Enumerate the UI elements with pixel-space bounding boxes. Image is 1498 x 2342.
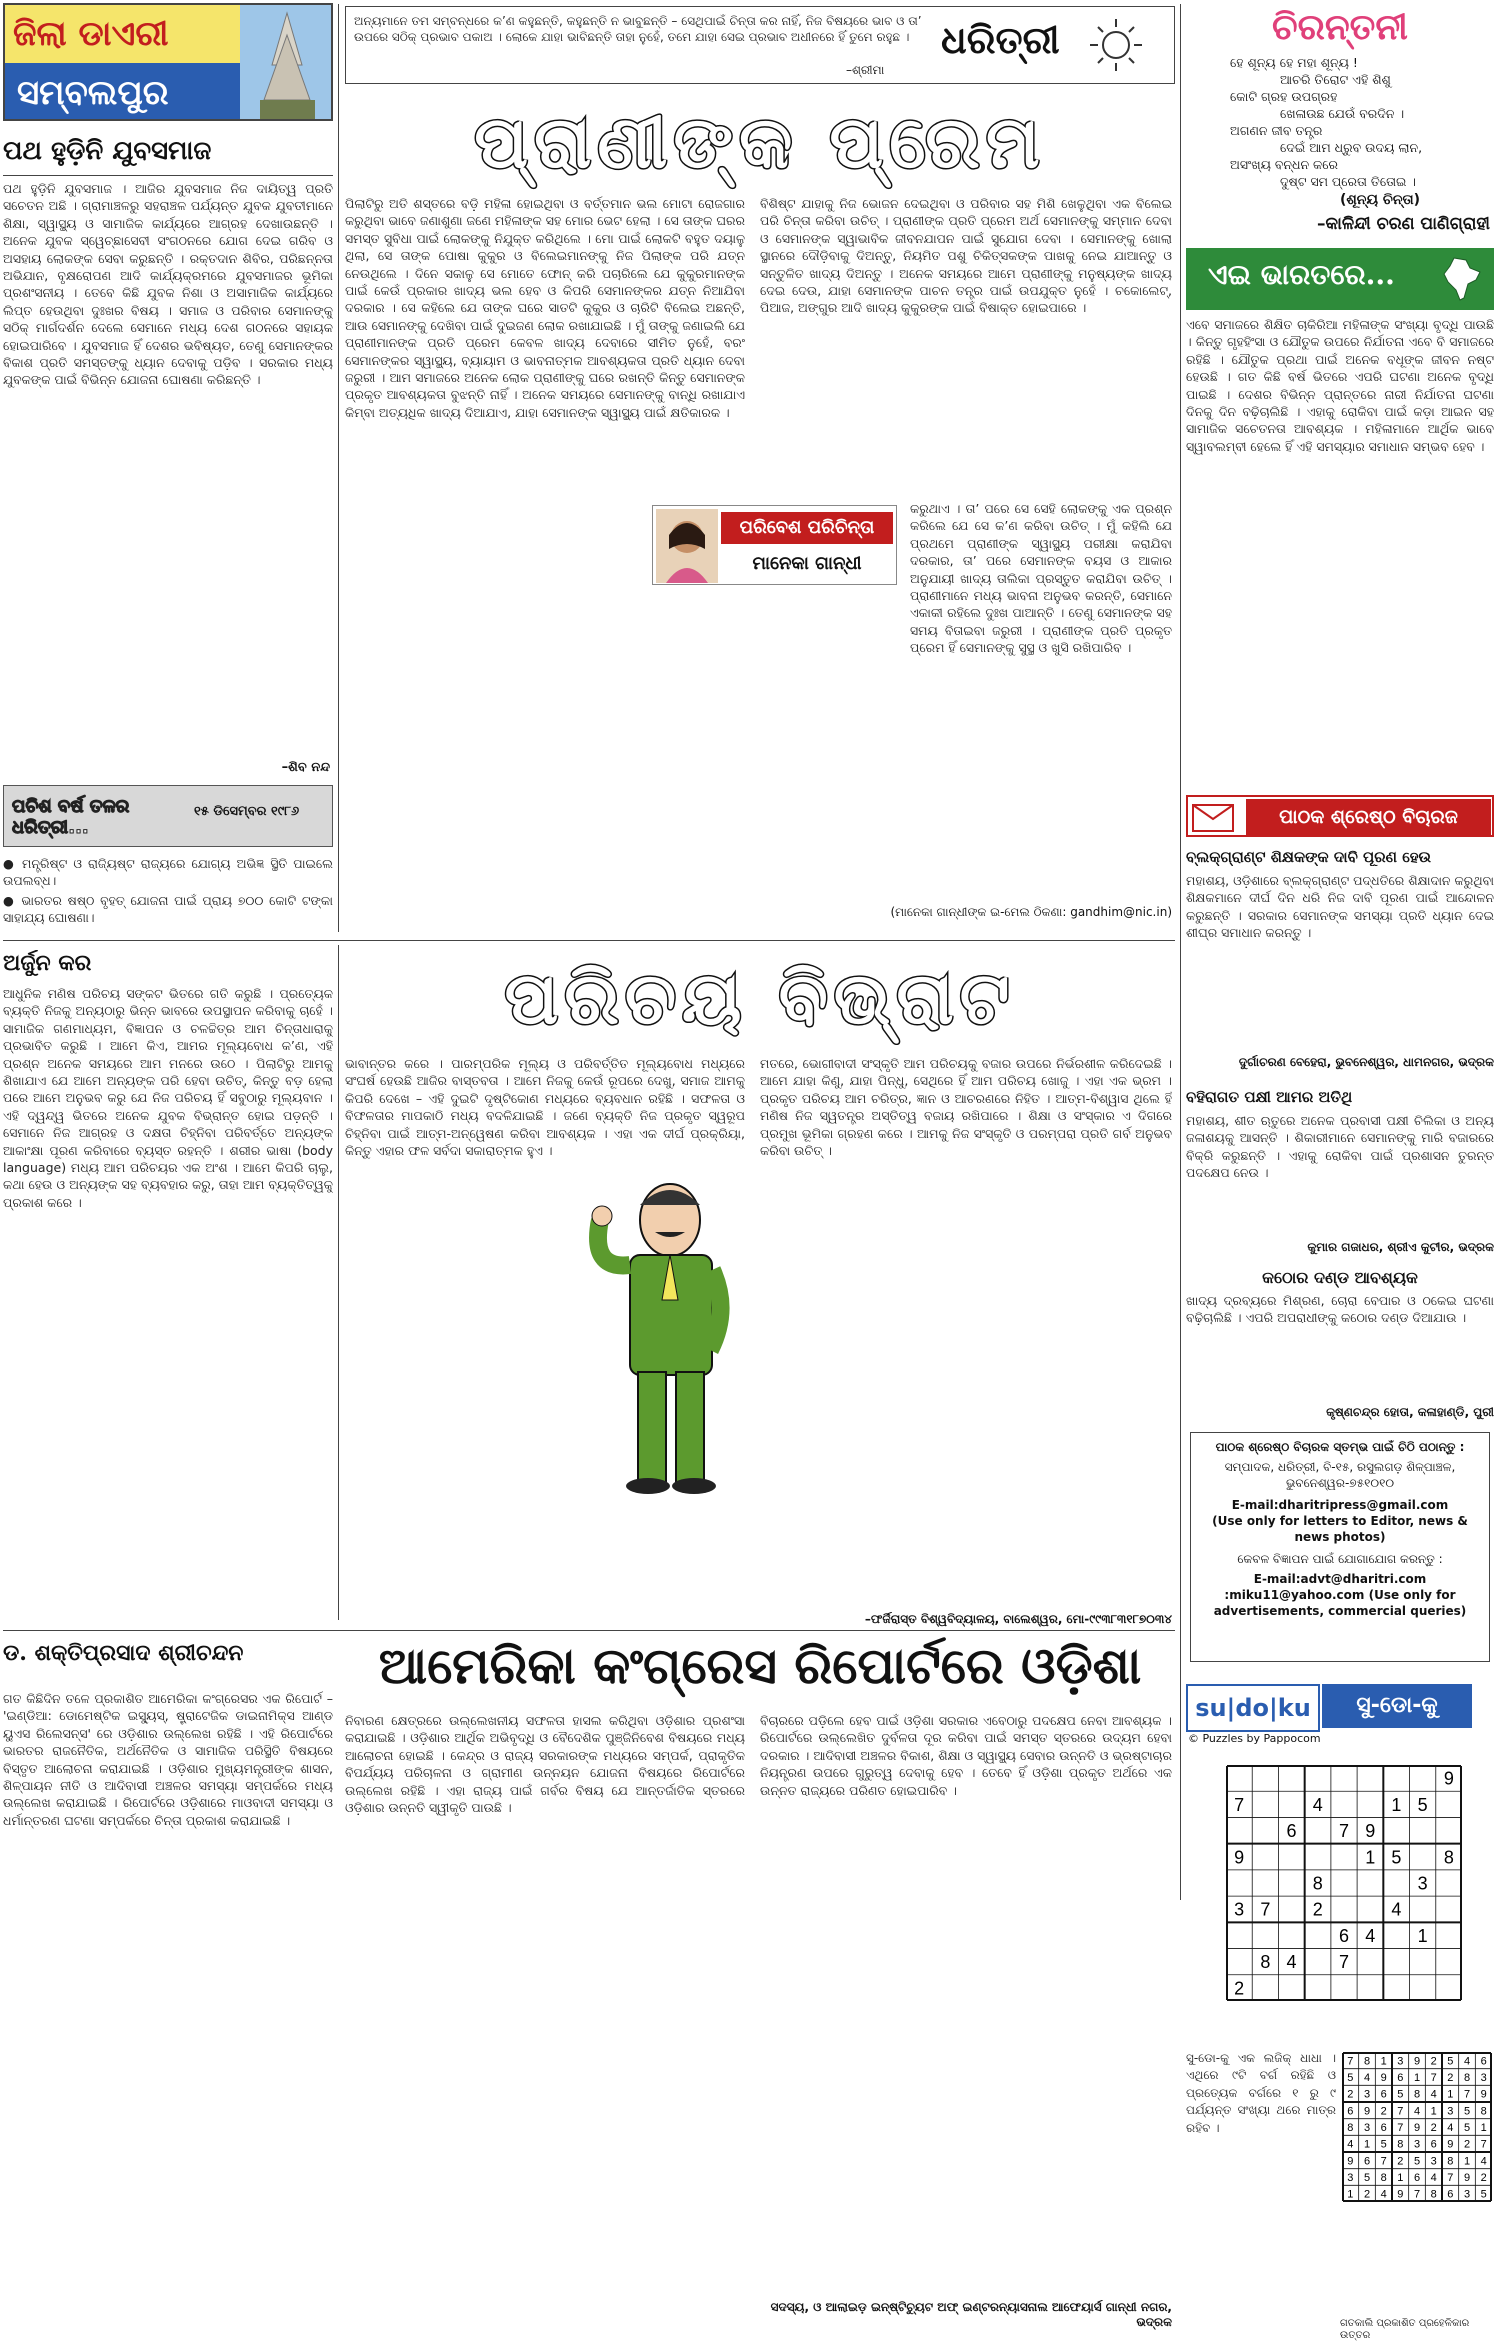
sudoku-cell: 2 — [1234, 1978, 1245, 1999]
sudoku-solution-cell: 6 — [1380, 2121, 1387, 2134]
sudoku-cell: 9 — [1443, 1768, 1454, 1789]
sudoku-cell: 4 — [1391, 1899, 1402, 1920]
sudoku-cell: 7 — [1338, 1952, 1350, 1973]
contact-heading: ପାଠକ ଶ୍ରେଷ୍ଠ ବିଚାରକ ସ୍ତମ୍ଭ ପାଇଁ ଚିଠି ପଠାନ୍ତୁ : — [1215, 1440, 1465, 1454]
sudoku-solution-cell: 3 — [1447, 2105, 1454, 2118]
sun-logo-icon — [1086, 15, 1146, 75]
sudoku-cell: 7 — [1234, 1794, 1245, 1815]
paper-logo: ଧରିତ୍ରୀ — [941, 17, 1060, 62]
sudoku-solution-cell: 4 — [1347, 2138, 1354, 2151]
arjun-author: ଅର୍ଜୁନ କର — [3, 950, 92, 976]
sudoku-cell: 9 — [1234, 1847, 1245, 1868]
sudoku-solution-cell: 7 — [1397, 2105, 1404, 2118]
sudoku-solution-cell: 2 — [1430, 2121, 1437, 2134]
sudoku-solution-cell: 6 — [1397, 2071, 1404, 2084]
sudoku-solution-cell: 9 — [1463, 2171, 1471, 2184]
sudoku-solution-cell: 7 — [1397, 2121, 1404, 2134]
sudoku-solution-cell: 9 — [1413, 2121, 1421, 2134]
letter3-sign: କୃଷ୍ଣଚନ୍ଦ୍ର ହୋତା, କଳାହାଣ୍ଡି, ପୁରୀ — [1326, 1405, 1494, 1419]
sudoku-solution-cell: 2 — [1397, 2155, 1404, 2168]
sudoku-cell: 4 — [1286, 1952, 1297, 1973]
sudoku-cell: 5 — [1417, 1794, 1428, 1815]
main-article-col3: କରୁଥାଏ । ତା’ ପରେ ସେ ସେହି ଲୋକଙ୍କୁ ଏକ ପ୍ରଶ୍ନ କରିଲେ ଯେ ସେ କ’ଣ କରିବା ଉଚିତ୍ । ମୁଁ କହିଲି ଯେ ପ୍ରଥମେ ପ୍ରାଣୀଙ୍କ ସ୍ୱାସ୍ଥ୍ୟ ପରୀକ୍ଷା କରାଯିବା ଦରକାର, ତା’ ପରେ ସେମାନଙ୍କ ବୟସ ଓ ଆକାର ଅନୁଯାୟୀ ଖାଦ୍ୟ ତାଲିକା ପ୍ରସ୍ତୁତ କରାଯିବା ଉଚିତ୍ । ପ୍ରାଣୀମାନେ ମଧ୍ୟ ଭାବନା ଅନୁଭବ କରନ୍ତି, ସେମାନେ ଏକାକୀ ରହିଲେ ଦୁଃଖ ପାଆନ୍ତି । ତେଣୁ ସେମାନଙ୍କ ସହ ସମୟ ବିତାଇବା ଜରୁରୀ । ପ୍ରାଣୀଙ୍କ ପ୍ରତି ପ୍ରକୃତ ପ୍ରେମ ହିଁ ସେମାନଙ୍କୁ ସୁସ୍ଥ ଓ ଖୁସି ରଖିପାରିବ । — [910, 501, 1172, 656]
sudoku-solution-cell: 2 — [1430, 2055, 1437, 2068]
sudoku-solution-cell: 9 — [1480, 2088, 1487, 2101]
letter2-sign: କୁମାର ଗଜାଧର, ଶ୍ରୀଏ କୁଟୀର, ଭଦ୍ରକ — [1307, 1240, 1494, 1254]
chirantani-poem: ହେ ଶୂନ୍ୟ ହେ ମହା ଶୂନ୍ୟ ! ଆଚରି ତିରୋଟ ଏହି ଶିଶୁ କୋଟି ଗ୍ରହ ଉପଗ୍ରହ ଖେଳାଉଛ ଯେଉଁ ବରଦିନ । ଅଗଣନ ଜୀବ ତନ୍ତ୍ର ଦେଇଁ ଆମ ଧ୍ରୁବ ଉଦୟ ଲାନ, ଅସଂଖ୍ୟ ବନ୍ଧନ କରେ ଦୁଷ୍ଟ ସମ ପ୍ରେତା ତିତୋଇ । — [1230, 55, 1423, 189]
main-article-title: ପ୍ରାଣୀଙ୍କ ପ୍ରେମ — [474, 99, 1046, 184]
sudoku-solution-cell: 4 — [1380, 2188, 1387, 2201]
temple-photo — [240, 5, 333, 121]
sudoku-credit: © Puzzles by Pappocom — [1188, 1732, 1321, 1745]
sudoku-solution-cell: 5 — [1380, 2138, 1387, 2151]
sudoku-solution-cell: 9 — [1380, 2071, 1387, 2084]
sudoku-solution-cell: 9 — [1447, 2138, 1454, 2151]
sudoku-logo: su|do|ku — [1186, 1684, 1320, 1732]
america-footer: ସଦସ୍ୟ, ଓ ଆଲାଇଡ଼ ଇନ୍‌ଷ୍ଟିଚ୍ୟୁଟ ଅଫ୍ ଇଣ୍ଟରନ୍ୟାସନାଲ ଆଫେୟାର୍ସ ଗାନ୍ଧୀ ନଗର, ଭଦ୍ରକ — [770, 2300, 1172, 2329]
sudoku-cell: 4 — [1312, 1794, 1323, 1815]
sudoku-cell: 4 — [1365, 1925, 1376, 1946]
sudoku-solution-cell: 2 — [1380, 2105, 1387, 2118]
sudoku-solution-cell: 3 — [1463, 2188, 1471, 2201]
bharat-banner — [1186, 248, 1494, 310]
sudoku-solution-cell: 2 — [1363, 2188, 1371, 2201]
sudoku-solution-cell: 7 — [1463, 2088, 1471, 2101]
sudoku-solution-cell: 5 — [1447, 2055, 1454, 2068]
badge-line1: ଜିଲା ଡାଏରୀ — [5, 5, 248, 63]
sudoku-solution-cell: 5 — [1363, 2171, 1371, 2184]
sudoku-solution-cell: 4 — [1363, 2071, 1371, 2084]
sudoku-cell: 6 — [1338, 1925, 1350, 1946]
sudoku-cell: 3 — [1234, 1899, 1245, 1920]
anniversary-date: ୧୫ ଡିସେମ୍ବର ୧୯୮୬ — [194, 804, 300, 819]
arjun-body: ଆଧୁନିକ ମଣିଷ ପରିଚୟ ସଙ୍କଟ ଭିତରେ ଗତି କରୁଛି । ପ୍ରତ୍ୟେକ ବ୍ୟକ୍ତି ନିଜକୁ ଅନ୍ୟଠାରୁ ଭିନ୍ନ ଭାବରେ ଉପସ୍ଥାପନ କରିବାକୁ ଚାହେଁ । ସାମାଜିକ ଗଣମାଧ୍ୟମ, ବିଜ୍ଞାପନ ଓ ଚଳଚ୍ଚିତ୍ର ଆମ ଚିନ୍ତାଧାରାକୁ ପ୍ରଭାବିତ କରୁଛି । ଆମେ କିଏ, ଆମର ମୂଲ୍ୟବୋଧ କ’ଣ, ଏହି ପ୍ରଶ୍ନ ଅନେକ ସମୟରେ ଆମ ମନରେ ଉଠେ । ପିଲାଟିରୁ ଆମକୁ ଶିଖାଯାଏ ଯେ ଆମେ ଅନ୍ୟଙ୍କ ପରି ହେବା ଉଚିତ୍, କିନ୍ତୁ ବଡ଼ ହେଲା ପରେ ଆମେ ଅନୁଭବ କରୁ ଯେ ନିଜ ପରିଚୟ ହିଁ ସବୁଠାରୁ ମୂଲ୍ୟବାନ । ଏହି ଦ୍ୱନ୍ଦ୍ୱ ଭିତରେ ଅନେକ ଯୁବକ ବିଭ୍ରାନ୍ତ ହୋଇ ପଡ଼ନ୍ତି । ସେମାନେ ନିଜ ଆଗ୍ରହ ଓ ଦକ୍ଷତା ଚିହ୍ନିବା ପରିବର୍ତ୍ତେ ଅନ୍ୟଙ୍କ ଆକାଂକ୍ଷା ପୂରଣ କରିବାରେ ବ୍ୟସ୍ତ ରହନ୍ତି । ଶରୀର ଭାଷା (body language) ମଧ୍ୟ ଆମ ପରିଚୟର ଏକ ଅଂଶ । ଆମେ କିପରି ଚାଲୁ, କଥା ହେଉ ଓ ଅନ୍ୟଙ୍କ ସହ ବ୍ୟବହାର କରୁ, ତାହା ଆମ ବ୍ୟକ୍ତିତ୍ୱକୁ ପ୍ରକାଶ କରେ । — [3, 986, 333, 1210]
sudoku-solution-cell: 8 — [1397, 2138, 1404, 2151]
sudoku-solution-cell: 5 — [1413, 2155, 1421, 2168]
sudoku-cell: 8 — [1260, 1952, 1271, 1973]
sudoku-solution-cell: 6 — [1363, 2155, 1371, 2168]
contact-email-editor-note: (Use only for letters to Editor, news & news photos) — [1212, 1514, 1468, 1544]
contact-address: ସମ୍ପାଦକ, ଧରିତ୍ରୀ, ବି-୧୫, ରସୁଲଗଡ଼ ଶିଳ୍ପାଞ୍ଚଳ, ଭୁବନେଶ୍ୱର-୭୫୧୦୧୦ — [1224, 1460, 1456, 1490]
sudoku-solution-cell: 5 — [1347, 2071, 1354, 2084]
sudoku-cell: 7 — [1338, 1821, 1350, 1842]
sudoku-cell: 3 — [1417, 1873, 1428, 1894]
america-author: ଡ. ଶକ୍ତିପ୍ରସାଦ ଶ୍ରୀଚନ୍ଦନ — [3, 1640, 244, 1666]
sudoku-cell: 1 — [1365, 1847, 1376, 1868]
quote-box — [345, 6, 1175, 84]
sudoku-solution-cell: 7 — [1447, 2171, 1454, 2184]
sudoku-solution-cell: 9 — [1397, 2188, 1404, 2201]
america-col1: ଗତ କିଛିଦିନ ତଳେ ପ୍ରକାଶିତ ଆମେରିକା କଂଗ୍ରେସର ଏକ ରିପୋର୍ଟ – 'ଇଣ୍ଡିଆ: ଡୋମେଷ୍ଟିକ ଇସ୍ୟୁସ୍, ଷ୍ଟ୍ରାଟେଜିକ ଡାଇନାମିକ୍ସ ଆଣ୍ଡ ୟୁଏସ ରିଲେସନ୍‌ସ' ରେ ଓଡ଼ିଶାର ଉଲ୍ଲେଖ ରହିଛି । ଏହି ରିପୋର୍ଟରେ ଭାରତର ରାଜନୈତିକ, ଅର୍ଥନୈତିକ ଓ ସାମାଜିକ ପରିସ୍ଥିତି ବିଷୟରେ ବିସ୍ତୃତ ଆଲୋଚନା କରାଯାଇଛି । ଓଡ଼ିଶାର ମୁଖ୍ୟମନ୍ତ୍ରୀଙ୍କ ଶାସନ, ଶିଳ୍ପାୟନ ନୀତି ଓ ଆଦିବାସୀ ଅଞ୍ଚଳର ସମସ୍ୟା ସମ୍ପର୍କରେ ମଧ୍ୟ ଉଲ୍ଲେଖ କରାଯାଇଛି । ରିପୋର୍ଟରେ ଓଡ଼ିଶାରେ ମାଓବାଦୀ ସମସ୍ୟା ଓ ଧର୍ମାନ୍ତରଣ ଘଟଣା ସମ୍ପର୍କରେ ଚିନ୍ତା ପ୍ରକାଶ କରାଯାଇଛି । — [3, 1691, 333, 1828]
author-box — [652, 505, 897, 585]
letters-title: ପାଠକ ଶ୍ରେଷ୍ଠ ବିଚାରଜ — [1246, 799, 1491, 835]
sudoku-solution-cell: 6 — [1447, 2188, 1454, 2201]
letter1-body: ମହାଶୟ, ଓଡ଼ିଶାରେ ବ୍ଲକ୍‌ଗ୍ରାଣ୍ଟ ପଦ୍ଧତିରେ ଶିକ୍ଷାଦାନ କରୁଥିବା ଶିକ୍ଷକମାନେ ଦୀର୍ଘ ଦିନ ଧରି ନିଜ ଦାବି ପୂରଣ ପାଇଁ ଆନ୍ଦୋଳନ କରୁଛନ୍ତି । ସରକାର ସେମାନଙ୍କ ସମସ୍ୟା ପ୍ରତି ଧ୍ୟାନ ଦେଇ ଶୀଘ୍ର ସମାଧାନ କରନ୍ତୁ । — [1186, 873, 1494, 941]
sudoku-solution-cell: 2 — [1347, 2088, 1354, 2101]
anniversary-bullet-2: ● ଭାରତର ଷଷ୍ଠ ବୃହତ୍ ଯୋଜନା ପାଇଁ ପ୍ରାୟ ୭୦୦ କୋଟି ଟଙ୍କା ସାହାଯ୍ୟ ଘୋଷଣା। — [3, 893, 333, 926]
sudoku-solution-cell: 5 — [1463, 2121, 1471, 2134]
main-article-footer: (ମାନେକା ଗାନ୍ଧୀଙ୍କ ଇ-ମେଲ ଠିକଣା: gandhim@nic.in) — [890, 905, 1172, 919]
sudoku-solution-cell: 4 — [1463, 2055, 1471, 2068]
sudoku-instructions: ସୁ-ଡୋ-କୁ ଏକ ଲଜିକ୍ ଧାଧା । ଏଥିରେ ୯ଟି ବର୍ଗ ରହିଛି ଓ ପ୍ରତ୍ୟେକ ବର୍ଗରେ ୧ ରୁ ୯ ପର୍ଯ୍ୟନ୍ତ ସଂଖ୍ୟା ଥରେ ମାତ୍ର ରହିବ । — [1186, 2051, 1336, 2135]
sudoku-yesterday-label: ଗତକାଲି ପ୍ରକାଶିତ ପ୍ରହେଳିକାର ଉତ୍ତର — [1340, 2318, 1470, 2341]
envelope-icon — [1192, 801, 1242, 833]
sudoku-solution-cell: 5 — [1463, 2105, 1471, 2118]
author-photo — [656, 509, 718, 583]
sudoku-solution-cell: 9 — [1363, 2105, 1371, 2118]
sudoku-cell: 1 — [1391, 1794, 1402, 1815]
sudoku-cell: 5 — [1391, 1847, 1402, 1868]
america-col2: ନିବାରଣ କ୍ଷେତ୍ରରେ ଉଲ୍ଲେଖନୀୟ ସଫଳତା ହାସଲ କରିଥିବା ଓଡ଼ିଶାର ପ୍ରଶଂସା କରାଯାଇଛି । ଓଡ଼ିଶାର ଆର୍ଥିକ ଅଭିବୃଦ୍ଧି ଓ ବୈଦେଶିକ ପୁଞ୍ଜିନିବେଶ ବିଷୟରେ ମଧ୍ୟ ଆଲୋଚନା ହୋଇଛି । କେନ୍ଦ୍ର ଓ ରାଜ୍ୟ ସରକାରଙ୍କ ମଧ୍ୟରେ ସମ୍ପର୍କ, ପ୍ରାକୃତିକ ବିପର୍ଯ୍ୟୟ ପରିଚାଳନା ଓ ଗ୍ରାମୀଣ ଉନ୍ନୟନ ଯୋଜନା ବିଷୟରେ ରିପୋର୍ଟରେ ଉଲ୍ଲେଖ ରହିଛି । ଏହା ରାଜ୍ୟ ପାଇଁ ଗର୍ବର ବିଷୟ ଯେ ଆନ୍ତର୍ଜାତିକ ସ୍ତରରେ ଓଡ଼ିଶାର ଉନ୍ନତି ସ୍ୱୀକୃତି ପାଉଛି । — [345, 1713, 745, 1816]
sudoku-solution-cell: 3 — [1397, 2055, 1404, 2068]
sudoku-cell: 6 — [1286, 1821, 1297, 1842]
letter2-body: ମହାଶୟ, ଶୀତ ଋତୁରେ ଅନେକ ପ୍ରବାସୀ ପକ୍ଷୀ ଚିଲିକା ଓ ଅନ୍ୟ ଜଳାଶୟକୁ ଆସନ୍ତି । ଶିକାରୀମାନେ ସେମାନଙ୍କୁ ମାରି ବଜାରରେ ବିକ୍ରି କରୁଛନ୍ତି । ଏହାକୁ ରୋକିବା ପାଇଁ ପ୍ରଶାସନ ତୁରନ୍ତ ପଦକ୍ଷେପ ନେଉ । — [1186, 1113, 1494, 1181]
sudoku-solution-cell: 3 — [1363, 2088, 1371, 2101]
parichay-title: ପରିଚୟ ବିଭ୍ରାଟ — [504, 955, 1016, 1040]
parichay-footer: –ଫର୍ଜିରାସ୍ତ ବିଶ୍ୱବିଦ୍ୟାଳୟ, ବାଲେଶ୍ୱର, ମୋ-୯୯୩୮୩୧୮୭୦୩୪ — [864, 1612, 1172, 1626]
sudoku-solution-cell: 7 — [1413, 2188, 1421, 2201]
author-name: ମାନେକା ଗାନ୍ଧୀ — [752, 553, 862, 574]
sudoku-solution-cell: 4 — [1430, 2088, 1437, 2101]
america-col3: ବିଚାରରେ ପଡ଼ିଲେ ହେବ ପାଇଁ ଓଡ଼ିଶା ସରକାର ଏବେଠାରୁ ପଦକ୍ଷେପ ନେବା ଆବଶ୍ୟକ । ରିପୋର୍ଟରେ ଉଲ୍ଲେଖିତ ଦୁର୍ବଳତା ଦୂର କରିବା ପାଇଁ ସମସ୍ତ ସ୍ତରରେ ଉଦ୍ୟମ ହେବା ଦରକାର । ଆଦିବାସୀ ଅଞ୍ଚଳର ବିକାଶ, ଶିକ୍ଷା ଓ ସ୍ୱାସ୍ଥ୍ୟ ସେବାର ଉନ୍ନତି ଓ ଭ୍ରଷ୍ଟାଚାର ନିୟନ୍ତ୍ରଣ ଉପରେ ଗୁରୁତ୍ୱ ଦେବାକୁ ହେବ । ତେବେ ହିଁ ଓଡ଼ିଶା ପ୍ରକୃତ ଅର୍ଥରେ ଏକ ଉନ୍ନତ ରାଜ୍ୟରେ ପରିଣତ ହୋଇପାରିବ । — [760, 1713, 1172, 1798]
poem-source: (ଶୂନ୍ୟ ଚିନ୍ତା) — [1339, 192, 1420, 208]
letter2-title: ବହିରାଗତ ପକ୍ଷୀ ଆମର ଅତିଥି — [1186, 1088, 1353, 1106]
parichay-col1: ଭାବାନ୍ତର କରେ । ପାରମ୍ପରିକ ମୂଲ୍ୟ ଓ ପରିବର୍ତ୍ତିତ ମୂଲ୍ୟବୋଧ ମଧ୍ୟରେ ସଂଘର୍ଷ ହେଉଛି ଆଜିର ବାସ୍ତବତା । ଆମେ ନିଜକୁ କେଉଁ ରୂପରେ ଦେଖୁ, ସମାଜ ଆମକୁ କିପରି ଦେଖେ – ଏହି ଦୁଇଟି ଦୃଷ୍ଟିକୋଣ ମଧ୍ୟରେ ବ୍ୟବଧାନ ରହିଛି । ସଫଳତା ଓ ବିଫଳତାର ମାପକାଠି ମଧ୍ୟ ବଦଳିଯାଇଛି । ଜଣେ ବ୍ୟକ୍ତି ନିଜ ପ୍ରକୃତ ସ୍ୱରୂପ ଚିହ୍ନିବା ପାଇଁ ଆତ୍ମ-ଅନ୍ୱେଷଣ କରିବା ଆବଶ୍ୟକ । ଏହା ଏକ ଦୀର୍ଘ ପ୍ରକ୍ରିୟା, କିନ୍ତୁ ଏହାର ଫଳ ସର୍ବଦା ସକାରାତ୍ମକ ହୁଏ । — [345, 1056, 745, 1159]
sudoku-logo-odia: ସୁ-ଡୋ-କୁ — [1322, 1684, 1472, 1728]
sudoku-solution-cell: 4 — [1413, 2105, 1421, 2118]
sudoku-cell: 8 — [1443, 1847, 1454, 1868]
letter1-sign: ଦୁର୍ଗାଚରଣ ବେହେରା, ଭୁବନେଶ୍ୱର, ଧାମନଗର, ଭଦ୍ରକ — [1238, 1055, 1494, 1069]
sudoku-grid[interactable] — [1226, 1765, 1462, 2001]
sudoku-solution-cell: 6 — [1430, 2138, 1437, 2151]
sudoku-solution-cell: 8 — [1447, 2155, 1454, 2168]
india-map-icon — [1436, 254, 1486, 304]
sudoku-solution-cell: 1 — [1480, 2121, 1487, 2134]
sudoku-cell: 8 — [1312, 1873, 1323, 1894]
sudoku-solution-cell: 6 — [1347, 2105, 1354, 2118]
anniversary-bullet-1: ● ମନ୍ତ୍ରିଷ୍ଟ ଓ ରାଜ୍ୟିଷ୍ଟ ରାଜ୍ୟରେ ଯୋଗ୍ୟ ଅଭିଜ୍ଞ ସ୍ଥିତି ପାଇଲେ ଉପଲବ୍ଧ। — [3, 856, 333, 889]
sudoku-solution-cell: 1 — [1347, 2188, 1354, 2201]
sudoku-solution-cell: 8 — [1463, 2071, 1471, 2084]
sudoku-solution-cell: 1 — [1447, 2088, 1454, 2101]
sudoku-solution-cell: 1 — [1363, 2138, 1371, 2151]
sudoku-solution-cell: 7 — [1347, 2055, 1354, 2068]
sudoku-solution-cell: 3 — [1363, 2121, 1371, 2134]
parichay-col2: ମତରେ, ଭୋଗୀବାଦୀ ସଂସ୍କୃତି ଆମ ପରିଚୟକୁ ବଜାର ଉପରେ ନିର୍ଭରଶୀଳ କରିଦେଇଛି । ଆମେ ଯାହା କିଣୁ, ଯାହା ପିନ୍ଧୁ, ସେଥିରେ ହିଁ ଆମ ପରିଚୟ ଖୋଜୁ । ଏହା ଏକ ଭ୍ରମ । ପ୍ରକୃତ ପରିଚୟ ଆମ ଚରିତ୍ର, ଜ୍ଞାନ ଓ ଆଚରଣରେ ନିହିତ । ଆତ୍ମ-ବିଶ୍ୱାସ ଥିଲେ ହିଁ ମଣିଷ ନିଜ ସ୍ୱତନ୍ତ୍ର ଅସ୍ତିତ୍ୱ ବଜାୟ ରଖିପାରେ । ଶିକ୍ଷା ଓ ସଂସ୍କାର ଏ ଦିଗରେ ପ୍ରମୁଖ ଭୂମିକା ଗ୍ରହଣ କରେ । ଆମକୁ ନିଜ ସଂସ୍କୃତି ଓ ପରମ୍ପରା ପ୍ରତି ଗର୍ବ ଅନୁଭବ କରିବା ଉଚିତ୍ । — [760, 1056, 1172, 1159]
left-column-signature: –ଶିବ ନନ୍ଦ — [281, 760, 330, 775]
sudoku-solution-cell: 5 — [1397, 2088, 1404, 2101]
sudoku-solution-cell: 5 — [1480, 2188, 1487, 2201]
chirantani-title: ଚିରନ୍ତନୀ — [1271, 6, 1408, 48]
letters-banner — [1186, 795, 1494, 837]
sudoku-cell: 2 — [1312, 1899, 1323, 1920]
contact-box — [1190, 1432, 1490, 1662]
letter3-body: ଖାଦ୍ୟ ଦ୍ରବ୍ୟରେ ମିଶ୍ରଣ, ଚୋରା ବେପାର ଓ ଠକେଇ ଘଟଣା ବଢ଼ିଚାଲିଛି । ଏପରି ଅପରାଧୀଙ୍କୁ କଠୋର ଦଣ୍ଡ ଦିଆଯାଉ । — [1186, 1293, 1494, 1326]
sudoku-solution-cell: 4 — [1447, 2121, 1454, 2134]
sudoku-solution-cell: 7 — [1480, 2138, 1487, 2151]
author-tag: ପରିବେଶ ପରିଚିନ୍ତା — [721, 512, 893, 544]
poem-author: –କାଳିନ୍ଦୀ ଚରଣ ପାଣିଗ୍ରାହୀ — [1316, 214, 1490, 234]
contact-email-editor[interactable]: E-mail:dharitripress@gmail.com — [1231, 1498, 1449, 1512]
sudoku-solution-cell: 9 — [1413, 2055, 1421, 2068]
left-column-body: ପଥ ହୁଡ଼ିନି ଯୁବସମାଜ । ଆଜିର ଯୁବସମାଜ ନିଜ ଦାୟିତ୍ୱ ପ୍ରତି ସଚେତନ ଅଛି । ଗ୍ରାମାଞ୍ଚଳରୁ ସହରାଞ୍ଚଳ ପର୍ଯ୍ୟନ୍ତ ଯୁବକ ଯୁବତୀମାନେ ଶିକ୍ଷା, ସ୍ୱାସ୍ଥ୍ୟ ଓ ସାମାଜିକ କାର୍ଯ୍ୟରେ ଆଗ୍ରହ ଦେଖାଉଛନ୍ତି । ଅନେକ ଯୁବକ ସ୍ୱେଚ୍ଛାସେବୀ ସଂଗଠନରେ ଯୋଗ ଦେଇ ଗରିବ ଓ ଅସହାୟ ଲୋକଙ୍କ ସେବା କରୁଛନ୍ତି । ରକ୍ତଦାନ ଶିବିର, ପରିଛନ୍ନତା ଅଭିଯାନ, ବୃକ୍ଷରୋପଣ ଆଦି କାର୍ଯ୍ୟକ୍ରମରେ ଯୁବସମାଜର ଭୂମିକା ପ୍ରଶଂସନୀୟ । ତେବେ କିଛି ଯୁବକ ନିଶା ଓ ଅସାମାଜିକ କାର୍ଯ୍ୟରେ ଲିପ୍ତ ହେଉଥିବା ଦୁଃଖର ବିଷୟ । ସମାଜ ଓ ପରିବାର ସେମାନଙ୍କୁ ସଠିକ୍ ମାର୍ଗଦର୍ଶନ ଦେଲେ ସେମାନେ ମଧ୍ୟ ଦେଶ ଗଠନରେ ସହାୟକ ହୋଇପାରିବେ । ଯୁବସମାଜ ହିଁ ଦେଶର ଭବିଷ୍ୟତ, ତେଣୁ ସେମାନଙ୍କର ବିକାଶ ପ୍ରତି ସମସ୍ତଙ୍କୁ ଧ୍ୟାନ ଦେବାକୁ ପଡ଼ିବ । ସରକାର ମଧ୍ୟ ଯୁବକଙ୍କ ପାଇଁ ବିଭିନ୍ନ ଯୋଜନା ଘୋଷଣା କରିଛନ୍ତି । — [3, 181, 333, 388]
sudoku-solution-cell: 1 — [1430, 2105, 1437, 2118]
sudoku-solution-cell: 8 — [1413, 2088, 1421, 2101]
anniversary-box — [3, 785, 333, 847]
contact-email-advt[interactable]: E-mail:advt@dharitri.com — [1253, 1572, 1427, 1586]
letter3-title: କଠୋର ଦଣ୍ଡ ଆବଶ୍ୟକ — [1262, 1268, 1418, 1287]
sudoku-solution-cell: 7 — [1430, 2071, 1437, 2084]
sudoku-solution-cell: 8 — [1430, 2188, 1437, 2201]
quote-author: –ଶ୍ରୀମା — [846, 63, 885, 77]
sudoku-solution-grid — [1342, 2052, 1492, 2202]
sudoku-solution-cell: 1 — [1413, 2071, 1421, 2084]
bharat-title: ଏଇ ଭାରତରେ... — [1208, 258, 1395, 291]
contact-ad-label: କେବଳ ବିଜ୍ଞାପନ ପାଇଁ ଯୋଗାଯୋଗ କରନ୍ତୁ : — [1237, 1552, 1443, 1566]
sudoku-header — [1186, 1680, 1494, 1760]
sudoku-cell: 1 — [1417, 1925, 1428, 1946]
sudoku-cell: 9 — [1365, 1821, 1376, 1842]
sudoku-solution-cell: 8 — [1480, 2105, 1487, 2118]
sudoku-solution-cell: 6 — [1380, 2088, 1387, 2101]
sudoku-solution-cell: 8 — [1347, 2121, 1354, 2134]
sudoku-cell: 7 — [1260, 1899, 1271, 1920]
sudoku-solution-cell: 7 — [1380, 2155, 1387, 2168]
badge-line2: ସମ୍ବଲପୁର — [5, 63, 252, 121]
sudoku-solution-cell: 3 — [1480, 2071, 1487, 2084]
sudoku-solution-cell: 4 — [1480, 2155, 1487, 2168]
sudoku-solution-cell: 3 — [1430, 2155, 1437, 2168]
sudoku-solution-cell: 2 — [1447, 2071, 1454, 2084]
sudoku-solution-cell: 3 — [1413, 2138, 1421, 2151]
sudoku-solution-cell: 1 — [1380, 2055, 1387, 2068]
cartoon-man-illustration — [560, 1160, 750, 1500]
contact-email-yahoo[interactable]: :miku11@yahoo.com (Use only for advertisements, commercial queries) — [1213, 1588, 1467, 1618]
letter1-title: ବ୍ଲକ୍‌ଗ୍ରାଣ୍ଟ ଶିକ୍ଷକଙ୍କ ଦାବି ପୂରଣ ହେଉ — [1186, 848, 1431, 866]
sudoku-solution-cell: 2 — [1463, 2138, 1471, 2151]
district-diary-badge — [3, 3, 333, 121]
sudoku-solution-cell: 1 — [1397, 2171, 1404, 2184]
anniversary-label: ପଚିଶ ବର୍ଷ ତଳର ଧରିତ୍ରୀ... — [12, 796, 130, 838]
left-column-title: ପଥ ହୁଡ଼ିନି ଯୁବସମାଜ — [3, 136, 212, 166]
sudoku-solution-cell: 6 — [1413, 2171, 1421, 2184]
main-article-col2: ବିଶିଷ୍ଟ ଯାହାକୁ ନିଜ ଭୋଜନ ଦେଇଥିବା ଓ ପରିବାର ସହ ମିଶି ଖେଳୁଥିବା ଏକ ବିଲେଇ ପରି ଚିନ୍ତା କରିବା ଉଚିତ୍ । ପ୍ରାଣୀଙ୍କ ପ୍ରତି ପ୍ରେମ ଅର୍ଥ ସେମାନଙ୍କୁ ସମ୍ମାନ ଦେବା ଓ ସେମାନଙ୍କ ସ୍ୱାଭାବିକ ଜୀବନଯାପନ ପାଇଁ ସୁଯୋଗ ଦେବା । ସେମାନଙ୍କୁ ଖୋଲା ସ୍ଥାନରେ ଦୌଡ଼ିବାକୁ ଦିଅନ୍ତୁ, ନିୟମିତ ପଶୁ ଚିକିତ୍ସକଙ୍କ ପାଖକୁ ନେଇ ଯାଆନ୍ତୁ ଓ ସନ୍ତୁଳିତ ଖାଦ୍ୟ ଦିଅନ୍ତୁ । ଅନେକ ସମୟରେ ଆମେ ପ୍ରାଣୀଙ୍କୁ ମନୁଷ୍ୟଙ୍କ ଖାଦ୍ୟ ଦେଇ ଦେଉ, ଯାହା ସେମାନଙ୍କ ପାଚନ ତନ୍ତ୍ର ପାଇଁ ଉପଯୁକ୍ତ ନୁହେଁ । ଚକୋଲେଟ୍, ପିଆଜ, ଅଙ୍ଗୁର ଆଦି ଖାଦ୍ୟ କୁକୁରଙ୍କ ପାଇଁ ବିଷାକ୍ତ ହୋଇପାରେ । — [760, 196, 1172, 316]
sudoku-solution-cell: 8 — [1363, 2055, 1371, 2068]
main-article-col1: ପିଲାଟିରୁ ଅତି ଶସ୍ତରେ ବଡ଼ି ମହିଳା ହୋଇଥିବା ଓ ବର୍ତ୍ତମାନ ଭଲ ମୋଟା ରୋଜଗାର କରୁଥିବା ଭାବେ ଜଣାଶୁଣା ଜଣେ ମହିଳାଙ୍କ ସହ ମୋର ଭେଟ ହେଲା । ସେ ତାଙ୍କ ଘରର ସମସ୍ତ ସୁବିଧା ପାଇଁ ଲୋକଙ୍କୁ ନିଯୁକ୍ତ କରିଥିଲେ । ମୋ ପାଇଁ ଲୋକଟି ବହୁତ ଦୟାଳୁ ଥିଲା, ସେ ତାଙ୍କ ପୋଷା କୁକୁର ଓ ବିଲେଇମାନଙ୍କୁ ନିଜ ପିଲାଙ୍କ ପରି ଯତ୍ନ ନେଉଥିଲେ । ଦିନେ ସକାଳୁ ସେ ମୋତେ ଫୋନ୍ କରି ପଚାରିଲେ ଯେ କୁକୁରମାନଙ୍କ ପାଇଁ କେଉଁ ପ୍ରକାର ଖାଦ୍ୟ ଭଲ ହେବ ଓ କିପରି ସେମାନଙ୍କର ଯତ୍ନ ନିଆଯିବା ଦରକାର । ସେ କହିଲେ ଯେ ତାଙ୍କ ଘରେ ସାତଟି କୁକୁର ଓ ଚାରିଟି ବିଲେଇ ଅଛନ୍ତି, ଆଉ ସେମାନଙ୍କୁ ଦେଖିବା ପାଇଁ ଦୁଇଜଣ ଲୋକ ରଖାଯାଇଛି । ମୁଁ ତାଙ୍କୁ ଜଣାଇଲି ଯେ ପ୍ରାଣୀମାନଙ୍କ ପ୍ରତି ପ୍ରେମ କେବଳ ଖାଦ୍ୟ ଦେବାରେ ସୀମିତ ନୁହେଁ, ବରଂ ସେମାନଙ୍କର ସ୍ୱାସ୍ଥ୍ୟ, ବ୍ୟାୟାମ ଓ ଭାବନାତ୍ମକ ଆବଶ୍ୟକତା ପ୍ରତି ଧ୍ୟାନ ଦେବା ଜରୁରୀ । ଆମ ସମାଜରେ ଅନେକ ଲୋକ ପ୍ରାଣୀଙ୍କୁ ଘରେ ରଖନ୍ତି କିନ୍ତୁ ସେମାନଙ୍କ ପ୍ରକୃତ ଆବଶ୍ୟକତା ବୁଝନ୍ତି ନାହିଁ । ଅନେକ ସମୟରେ ସେମାନଙ୍କୁ ବାନ୍ଧି ରଖାଯାଏ କିମ୍ବା ଅତ୍ୟଧିକ ଖାଦ୍ୟ ଦିଆଯାଏ, ଯାହା ସେମାନଙ୍କ ସ୍ୱାସ୍ଥ୍ୟ ପାଇଁ କ୍ଷତିକାରକ । — [345, 196, 745, 420]
sudoku-solution-cell: 9 — [1347, 2155, 1354, 2168]
sudoku-solution-cell: 2 — [1480, 2171, 1487, 2184]
sudoku-solution-cell: 1 — [1463, 2155, 1471, 2168]
sudoku-solution-cell: 3 — [1347, 2171, 1354, 2184]
america-title: ଆମେରିକା କଂଗ୍ରେସ ରିପୋର୍ଟରେ ଓଡ଼ିଶା — [378, 1636, 1142, 1695]
sudoku-solution-cell: 6 — [1480, 2055, 1487, 2068]
bharat-body: ଏବେ ସମାଜରେ ଶିକ୍ଷିତ ଚାକିରିଆ ମହିଳାଙ୍କ ସଂଖ୍ୟା ବୃଦ୍ଧି ପାଉଛି । କିନ୍ତୁ ଗୃହହିଂସା ଓ ଯୌତୁକ ଉପରେ ନିର୍ଯାତନା ଏବେ ବି ସମାଜରେ ରହିଛି । ଯୌତୁକ ପ୍ରଥା ପାଇଁ ଅନେକ ବଧୂଙ୍କ ଜୀବନ ନଷ୍ଟ ହେଉଛି । ଗତ କିଛି ବର୍ଷ ଭିତରେ ଏପରି ଘଟଣା ଅନେକ ବୃଦ୍ଧି ପାଇଛି । ଦେଶର ବିଭିନ୍ନ ପ୍ରାନ୍ତରେ ନାରୀ ନିର୍ଯାତନା ଘଟଣା ଦିନକୁ ଦିନ ବଢ଼ିଚାଲିଛି । ଏହାକୁ ରୋକିବା ପାଇଁ କଡ଼ା ଆଇନ ସହ ସାମାଜିକ ସଚେତନତା ଆବଶ୍ୟକ । ମହିଳାମାନେ ଆର୍ଥିକ ଭାବେ ସ୍ୱାବଲମ୍ବୀ ହେଲେ ହିଁ ଏହି ସମସ୍ୟାର ସମାଧାନ ସମ୍ଭବ ହେବ । — [1186, 317, 1494, 454]
quote-text: ଅନ୍ୟମାନେ ତମ ସମ୍ବନ୍ଧରେ କ’ଣ କହୁଛନ୍ତି, କହୁଛନ୍ତି ନ ଭାବୁଛନ୍ତି – ସେଥିପାଇଁ ଚିନ୍ତା କର ନାହିଁ, ନିଜ ବିଷୟରେ ଭାବ ଓ ତା’ ଉପରେ ସଠିକ୍ ପ୍ରଭାବ ପକାଅ । ଲୋକେ ଯାହା ଭାବିଛନ୍ତି ତାହା ନୁହେଁ, ତମେ ଯାହା ସେଇ ପ୍ରଭାବ ଅଧୀନରେ ହିଁ ତୁମେ ରହୁଛ । — [354, 14, 922, 44]
sudoku-solution-cell: 8 — [1380, 2171, 1387, 2184]
sudoku-solution-cell: 4 — [1430, 2171, 1437, 2184]
